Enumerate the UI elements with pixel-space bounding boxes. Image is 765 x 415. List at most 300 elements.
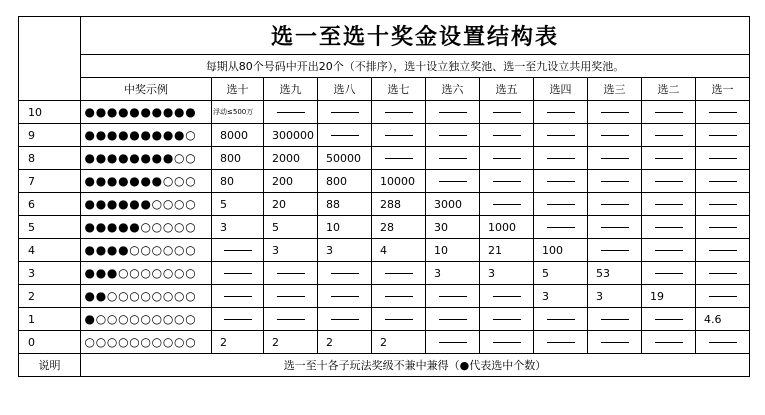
column-header: 选四: [534, 78, 588, 101]
prize-row: [19, 124, 750, 147]
no-prize-dash: [480, 147, 534, 170]
empty-dot-icon: ○: [174, 311, 185, 326]
no-prize-dash: [588, 147, 642, 170]
no-prize-dash: [696, 124, 750, 147]
dash-line: [385, 112, 413, 113]
column-header: 选六: [426, 78, 480, 101]
column-header: 选五: [480, 78, 534, 101]
no-prize-dash: [534, 216, 588, 239]
dash-line: [224, 250, 252, 251]
dash-line: [601, 227, 629, 228]
prize-value: 5: [264, 216, 318, 239]
no-prize-dash: [534, 124, 588, 147]
column-header: 选一: [696, 78, 750, 101]
no-prize-dash: [318, 262, 372, 285]
empty-dot-icon: ○: [151, 311, 162, 326]
corner-cell: [19, 17, 81, 101]
dash-line: [385, 273, 413, 274]
no-prize-dash: [212, 308, 264, 331]
filled-dot-icon: ●: [84, 288, 95, 303]
empty-dot-icon: ○: [140, 242, 151, 257]
empty-dot-icon: ○: [118, 334, 129, 349]
dash-line: [709, 250, 737, 251]
no-prize-dash: [696, 170, 750, 193]
prize-value: 800: [318, 170, 372, 193]
prize-value: 3: [318, 239, 372, 262]
no-prize-dash: [480, 285, 534, 308]
empty-dot-icon: ○: [140, 311, 151, 326]
prize-value: 4.6: [696, 308, 750, 331]
empty-dot-icon: ○: [151, 288, 162, 303]
dash-line: [493, 342, 521, 343]
empty-dot-icon: ○: [118, 311, 129, 326]
filled-dot-icon: ●: [151, 127, 162, 142]
filled-dot-icon: ●: [95, 196, 106, 211]
hit-example-dots: [81, 101, 212, 124]
prize-value: 88: [318, 193, 372, 216]
prize-row: [19, 262, 750, 285]
hit-example-dots: [81, 308, 212, 331]
prize-value: 10: [426, 239, 480, 262]
no-prize-dash: [642, 308, 696, 331]
column-header: 选八: [318, 78, 372, 101]
hit-example-dots: [81, 262, 212, 285]
prize-value: 2: [264, 331, 318, 354]
no-prize-dash: [480, 124, 534, 147]
dash-line: [547, 319, 575, 320]
prize-value: 5: [212, 193, 264, 216]
no-prize-dash: [212, 262, 264, 285]
no-prize-dash: [696, 331, 750, 354]
column-header: 选七: [372, 78, 426, 101]
no-prize-dash: [480, 331, 534, 354]
no-prize-dash: [264, 285, 318, 308]
filled-dot-icon: ●: [95, 288, 106, 303]
dash-line: [385, 158, 413, 159]
filled-dot-icon: ●: [129, 150, 140, 165]
no-prize-dash: [588, 193, 642, 216]
prize-value: 10000: [372, 170, 426, 193]
no-prize-dash: [642, 101, 696, 124]
empty-dot-icon: ○: [118, 288, 129, 303]
filled-dot-icon: ●: [95, 219, 106, 234]
filled-dot-icon: ●: [162, 150, 173, 165]
dash-line: [277, 319, 305, 320]
prize-value: 19: [642, 285, 696, 308]
empty-dot-icon: ○: [174, 173, 185, 188]
prize-structure-table: [18, 16, 750, 377]
empty-dot-icon: ○: [174, 196, 185, 211]
no-prize-dash: [264, 308, 318, 331]
no-prize-dash: [372, 147, 426, 170]
prize-row: [19, 308, 750, 331]
empty-dot-icon: ○: [151, 265, 162, 280]
hit-example-dots: [81, 170, 212, 193]
prize-value: 3: [212, 216, 264, 239]
dash-line: [709, 112, 737, 113]
no-prize-dash: [696, 147, 750, 170]
filled-dot-icon: ●: [185, 104, 196, 119]
filled-dot-icon: ●: [118, 196, 129, 211]
dash-line: [277, 296, 305, 297]
filled-dot-icon: ●: [84, 173, 95, 188]
no-prize-dash: [642, 124, 696, 147]
filled-dot-icon: ●: [106, 173, 118, 188]
prize-value: 3: [480, 262, 534, 285]
prize-value: 浮动≤500万: [212, 101, 264, 124]
dash-line: [224, 319, 252, 320]
no-prize-dash: [588, 308, 642, 331]
hit-example-dots: [81, 124, 212, 147]
dash-line: [277, 112, 305, 113]
dash-line: [655, 250, 683, 251]
no-prize-dash: [372, 124, 426, 147]
empty-dot-icon: ○: [185, 334, 196, 349]
column-header: 选九: [264, 78, 318, 101]
empty-dot-icon: ○: [174, 288, 185, 303]
header-row: [19, 78, 750, 101]
column-header: 选十: [212, 78, 264, 101]
empty-dot-icon: ○: [162, 265, 173, 280]
dash-line: [439, 342, 467, 343]
empty-dot-icon: ○: [129, 311, 140, 326]
empty-dot-icon: ○: [106, 311, 118, 326]
dash-line: [655, 227, 683, 228]
no-prize-dash: [696, 193, 750, 216]
hit-count-label: 3: [19, 262, 81, 285]
no-prize-dash: [642, 331, 696, 354]
empty-dot-icon: ○: [185, 196, 196, 211]
filled-dot-icon: ●: [95, 265, 106, 280]
no-prize-dash: [480, 308, 534, 331]
hit-count-label: 7: [19, 170, 81, 193]
prize-value: 2: [318, 331, 372, 354]
no-prize-dash: [642, 216, 696, 239]
empty-dot-icon: ○: [162, 219, 173, 234]
dash-line: [224, 296, 252, 297]
hit-example-dots: [81, 285, 212, 308]
dash-line: [385, 296, 413, 297]
hit-count-label: 6: [19, 193, 81, 216]
no-prize-dash: [534, 308, 588, 331]
dash-line: [655, 158, 683, 159]
empty-dot-icon: ○: [174, 242, 185, 257]
empty-dot-icon: ○: [185, 219, 196, 234]
note-row: [19, 354, 750, 377]
no-prize-dash: [318, 308, 372, 331]
no-prize-dash: [588, 239, 642, 262]
table-subtitle: 每期从80个号码中开出20个（不排序），选十设立独立奖池、选一至九设立共用奖池。: [81, 55, 750, 78]
prize-row: [19, 239, 750, 262]
prize-value: 100: [534, 239, 588, 262]
filled-dot-icon: ●: [118, 219, 129, 234]
filled-dot-icon: ●: [84, 242, 95, 257]
prize-row: [19, 285, 750, 308]
dash-line: [277, 273, 305, 274]
note-text: 选一至十各子玩法奖级不兼中兼得（●代表选中个数）: [81, 354, 750, 377]
empty-dot-icon: ○: [129, 265, 140, 280]
no-prize-dash: [318, 101, 372, 124]
no-prize-dash: [642, 193, 696, 216]
no-prize-dash: [588, 216, 642, 239]
empty-dot-icon: ○: [129, 334, 140, 349]
dash-line: [709, 204, 737, 205]
column-header: 中奖示例: [81, 78, 212, 101]
filled-dot-icon: ●: [129, 173, 140, 188]
filled-dot-icon: ●: [95, 173, 106, 188]
dash-line: [709, 135, 737, 136]
dash-line: [601, 158, 629, 159]
no-prize-dash: [642, 239, 696, 262]
filled-dot-icon: ●: [84, 150, 95, 165]
filled-dot-icon: ●: [118, 173, 129, 188]
no-prize-dash: [426, 101, 480, 124]
no-prize-dash: [696, 285, 750, 308]
no-prize-dash: [426, 124, 480, 147]
hit-example-dots: [81, 239, 212, 262]
no-prize-dash: [264, 101, 318, 124]
no-prize-dash: [534, 170, 588, 193]
dash-line: [493, 296, 521, 297]
empty-dot-icon: ○: [162, 311, 173, 326]
dash-line: [385, 135, 413, 136]
empty-dot-icon: ○: [162, 242, 173, 257]
dash-line: [655, 135, 683, 136]
filled-dot-icon: ●: [118, 127, 129, 142]
empty-dot-icon: ○: [151, 196, 162, 211]
no-prize-dash: [480, 170, 534, 193]
dash-line: [331, 319, 359, 320]
dash-line: [493, 112, 521, 113]
dash-line: [493, 204, 521, 205]
dash-line: [601, 135, 629, 136]
dash-line: [655, 273, 683, 274]
no-prize-dash: [318, 285, 372, 308]
hit-count-label: 9: [19, 124, 81, 147]
no-prize-dash: [696, 101, 750, 124]
prize-value: 2: [372, 331, 426, 354]
prize-value: 2000: [264, 147, 318, 170]
dash-line: [331, 296, 359, 297]
no-prize-dash: [480, 193, 534, 216]
dash-line: [601, 181, 629, 182]
prize-value: 2: [212, 331, 264, 354]
no-prize-dash: [696, 216, 750, 239]
column-header: 选二: [642, 78, 696, 101]
filled-dot-icon: ●: [151, 150, 162, 165]
dash-line: [547, 181, 575, 182]
no-prize-dash: [642, 170, 696, 193]
filled-dot-icon: ●: [106, 196, 118, 211]
prize-row: [19, 216, 750, 239]
filled-dot-icon: ●: [140, 150, 151, 165]
dash-line: [385, 319, 413, 320]
dash-line: [709, 158, 737, 159]
hit-count-label: 1: [19, 308, 81, 331]
no-prize-dash: [426, 308, 480, 331]
prize-value: 800: [212, 147, 264, 170]
filled-dot-icon: ●: [151, 173, 162, 188]
empty-dot-icon: ○: [140, 288, 151, 303]
hit-count-label: 2: [19, 285, 81, 308]
filled-dot-icon: ●: [118, 104, 129, 119]
note-label: 说明: [19, 354, 81, 377]
dash-line: [601, 319, 629, 320]
prize-value: 3: [534, 285, 588, 308]
hit-example-dots: [81, 193, 212, 216]
empty-dot-icon: ○: [185, 173, 196, 188]
no-prize-dash: [212, 285, 264, 308]
empty-dot-icon: ○: [174, 265, 185, 280]
prize-row: [19, 193, 750, 216]
no-prize-dash: [588, 331, 642, 354]
no-prize-dash: [534, 331, 588, 354]
filled-dot-icon: ●: [84, 196, 95, 211]
no-prize-dash: [426, 147, 480, 170]
no-prize-dash: [426, 285, 480, 308]
dash-line: [547, 135, 575, 136]
empty-dot-icon: ○: [118, 265, 129, 280]
prize-value: 3: [264, 239, 318, 262]
dash-line: [439, 319, 467, 320]
filled-dot-icon: ●: [95, 104, 106, 119]
empty-dot-icon: ○: [162, 334, 173, 349]
empty-dot-icon: ○: [174, 150, 185, 165]
prize-row: [19, 101, 750, 124]
prize-row: [19, 170, 750, 193]
no-prize-dash: [534, 193, 588, 216]
prize-value: 200: [264, 170, 318, 193]
dash-line: [655, 204, 683, 205]
prize-value: 20: [264, 193, 318, 216]
no-prize-dash: [372, 262, 426, 285]
empty-dot-icon: ○: [129, 288, 140, 303]
dash-line: [601, 250, 629, 251]
hit-count-label: 8: [19, 147, 81, 170]
filled-dot-icon: ●: [129, 104, 140, 119]
filled-dot-icon: ●: [140, 196, 151, 211]
dash-line: [655, 319, 683, 320]
filled-dot-icon: ●: [174, 127, 185, 142]
empty-dot-icon: ○: [151, 242, 162, 257]
dash-line: [439, 296, 467, 297]
dash-line: [331, 273, 359, 274]
prize-row: [19, 147, 750, 170]
filled-dot-icon: ●: [84, 127, 95, 142]
empty-dot-icon: ○: [129, 242, 140, 257]
filled-dot-icon: ●: [162, 104, 173, 119]
dash-line: [709, 296, 737, 297]
empty-dot-icon: ○: [140, 219, 151, 234]
no-prize-dash: [642, 147, 696, 170]
no-prize-dash: [426, 170, 480, 193]
filled-dot-icon: ●: [106, 104, 118, 119]
hit-count-label: 4: [19, 239, 81, 262]
empty-dot-icon: ○: [185, 150, 196, 165]
no-prize-dash: [372, 308, 426, 331]
no-prize-dash: [480, 101, 534, 124]
no-prize-dash: [372, 101, 426, 124]
table-title: 选一至选十奖金设置结构表: [81, 17, 750, 55]
no-prize-dash: [588, 101, 642, 124]
filled-dot-icon: ●: [118, 242, 129, 257]
filled-dot-icon: ●: [129, 127, 140, 142]
empty-dot-icon: ○: [162, 173, 173, 188]
no-prize-dash: [212, 239, 264, 262]
filled-dot-icon: ●: [84, 104, 95, 119]
prize-value: 4: [372, 239, 426, 262]
no-prize-dash: [372, 285, 426, 308]
filled-dot-icon: ●: [162, 127, 173, 142]
empty-dot-icon: ○: [140, 334, 151, 349]
filled-dot-icon: ●: [95, 242, 106, 257]
dash-line: [493, 135, 521, 136]
hit-example-dots: [81, 331, 212, 354]
prize-value: 8000: [212, 124, 264, 147]
prize-value: 28: [372, 216, 426, 239]
prize-value: 50000: [318, 147, 372, 170]
dash-line: [709, 273, 737, 274]
dash-line: [439, 135, 467, 136]
empty-dot-icon: ○: [84, 334, 95, 349]
dash-line: [547, 342, 575, 343]
dash-line: [224, 273, 252, 274]
no-prize-dash: [534, 147, 588, 170]
empty-dot-icon: ○: [106, 288, 118, 303]
hit-count-label: 0: [19, 331, 81, 354]
prize-value: 3: [588, 285, 642, 308]
hit-count-label: 10: [19, 101, 81, 124]
dash-line: [655, 181, 683, 182]
filled-dot-icon: ●: [84, 311, 95, 326]
dash-line: [547, 204, 575, 205]
empty-dot-icon: ○: [140, 265, 151, 280]
dash-line: [655, 112, 683, 113]
dash-line: [547, 158, 575, 159]
filled-dot-icon: ●: [129, 219, 140, 234]
filled-dot-icon: ●: [95, 150, 106, 165]
empty-dot-icon: ○: [185, 311, 196, 326]
filled-dot-icon: ●: [151, 104, 162, 119]
prize-value: 1000: [480, 216, 534, 239]
dash-line: [601, 342, 629, 343]
empty-dot-icon: ○: [162, 196, 173, 211]
dash-line: [709, 181, 737, 182]
no-prize-dash: [642, 262, 696, 285]
filled-dot-icon: ●: [140, 127, 151, 142]
empty-dot-icon: ○: [174, 334, 185, 349]
dash-line: [439, 181, 467, 182]
filled-dot-icon: ●: [106, 265, 118, 280]
no-prize-dash: [696, 262, 750, 285]
no-prize-dash: [426, 331, 480, 354]
prize-value: 3000: [426, 193, 480, 216]
filled-dot-icon: ●: [95, 127, 106, 142]
filled-dot-icon: ●: [84, 219, 95, 234]
filled-dot-icon: ●: [106, 150, 118, 165]
column-header: 选三: [588, 78, 642, 101]
prize-value: 300000: [264, 124, 318, 147]
filled-dot-icon: ●: [106, 242, 118, 257]
prize-value: 21: [480, 239, 534, 262]
no-prize-dash: [534, 101, 588, 124]
dash-line: [655, 342, 683, 343]
dash-line: [439, 158, 467, 159]
dash-line: [493, 319, 521, 320]
prize-value: 80: [212, 170, 264, 193]
filled-dot-icon: ●: [118, 150, 129, 165]
dash-line: [493, 181, 521, 182]
